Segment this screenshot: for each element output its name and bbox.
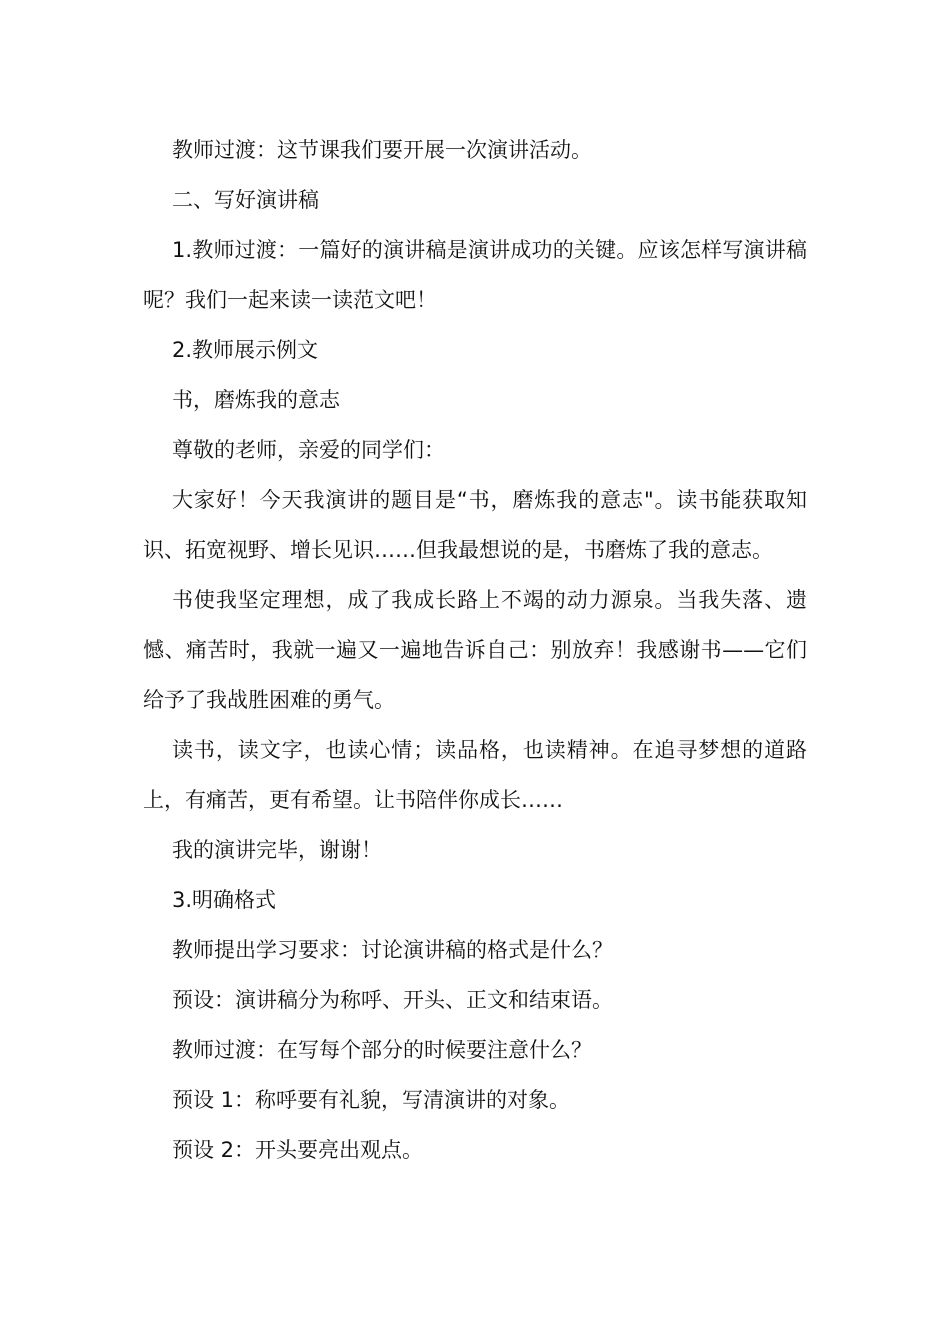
paragraph-preset-2: 预设 2：开头要亮出观点。: [172, 1138, 424, 1162]
paragraph-requirement: 教师提出学习要求：讨论演讲稿的格式是什么？: [172, 938, 613, 962]
paragraph-preset-1: 预设 1：称呼要有礼貌，写清演讲的对象。: [172, 1088, 571, 1112]
document-body: [143, 125, 807, 1175]
paragraph-preset: 预设：演讲稿分为称呼、开头、正文和结束语。: [172, 988, 613, 1012]
paragraph-transition-2: 教师过渡：在写每个部分的时候要注意什么？: [172, 1038, 592, 1062]
paragraph-step-1: 1.教师过渡：一篇好的演讲稿是演讲成功的关键。应该怎样写演讲稿呢？我们一起来读一读范文吧！: [143, 238, 807, 312]
section-heading: 二、写好演讲稿: [172, 188, 319, 212]
sample-paragraph-1: 大家好！今天我演讲的题目是“书，磨炼我的意志"。读书能获取知识、拓宽视野、增长见识……但我最想说的是，书磨炼了我的意志。: [143, 488, 807, 562]
sample-paragraph-2: 书使我坚定理想，成了我成长路上不竭的动力源泉。当我失落、遗憾、痛苦时，我就一遍又一遍地告诉自己：别放弃！我感谢书——它们给予了我战胜困难的勇气。: [143, 588, 807, 712]
sample-title: 书，磨炼我的意志: [172, 388, 340, 412]
paragraph-step-2: 2.教师展示例文: [172, 338, 319, 362]
paragraph-transition: 教师过渡：这节课我们要开展一次演讲活动。: [172, 138, 592, 162]
sample-closing: 我的演讲完毕，谢谢！: [172, 838, 382, 862]
sample-salutation: 尊敬的老师，亲爱的同学们：: [172, 438, 445, 462]
sample-paragraph-3: 读书，读文字，也读心情；读品格，也读精神。在追寻梦想的道路上，有痛苦，更有希望。让书陪伴你成长……: [143, 738, 807, 812]
paragraph-step-3: 3.明确格式: [172, 888, 277, 912]
